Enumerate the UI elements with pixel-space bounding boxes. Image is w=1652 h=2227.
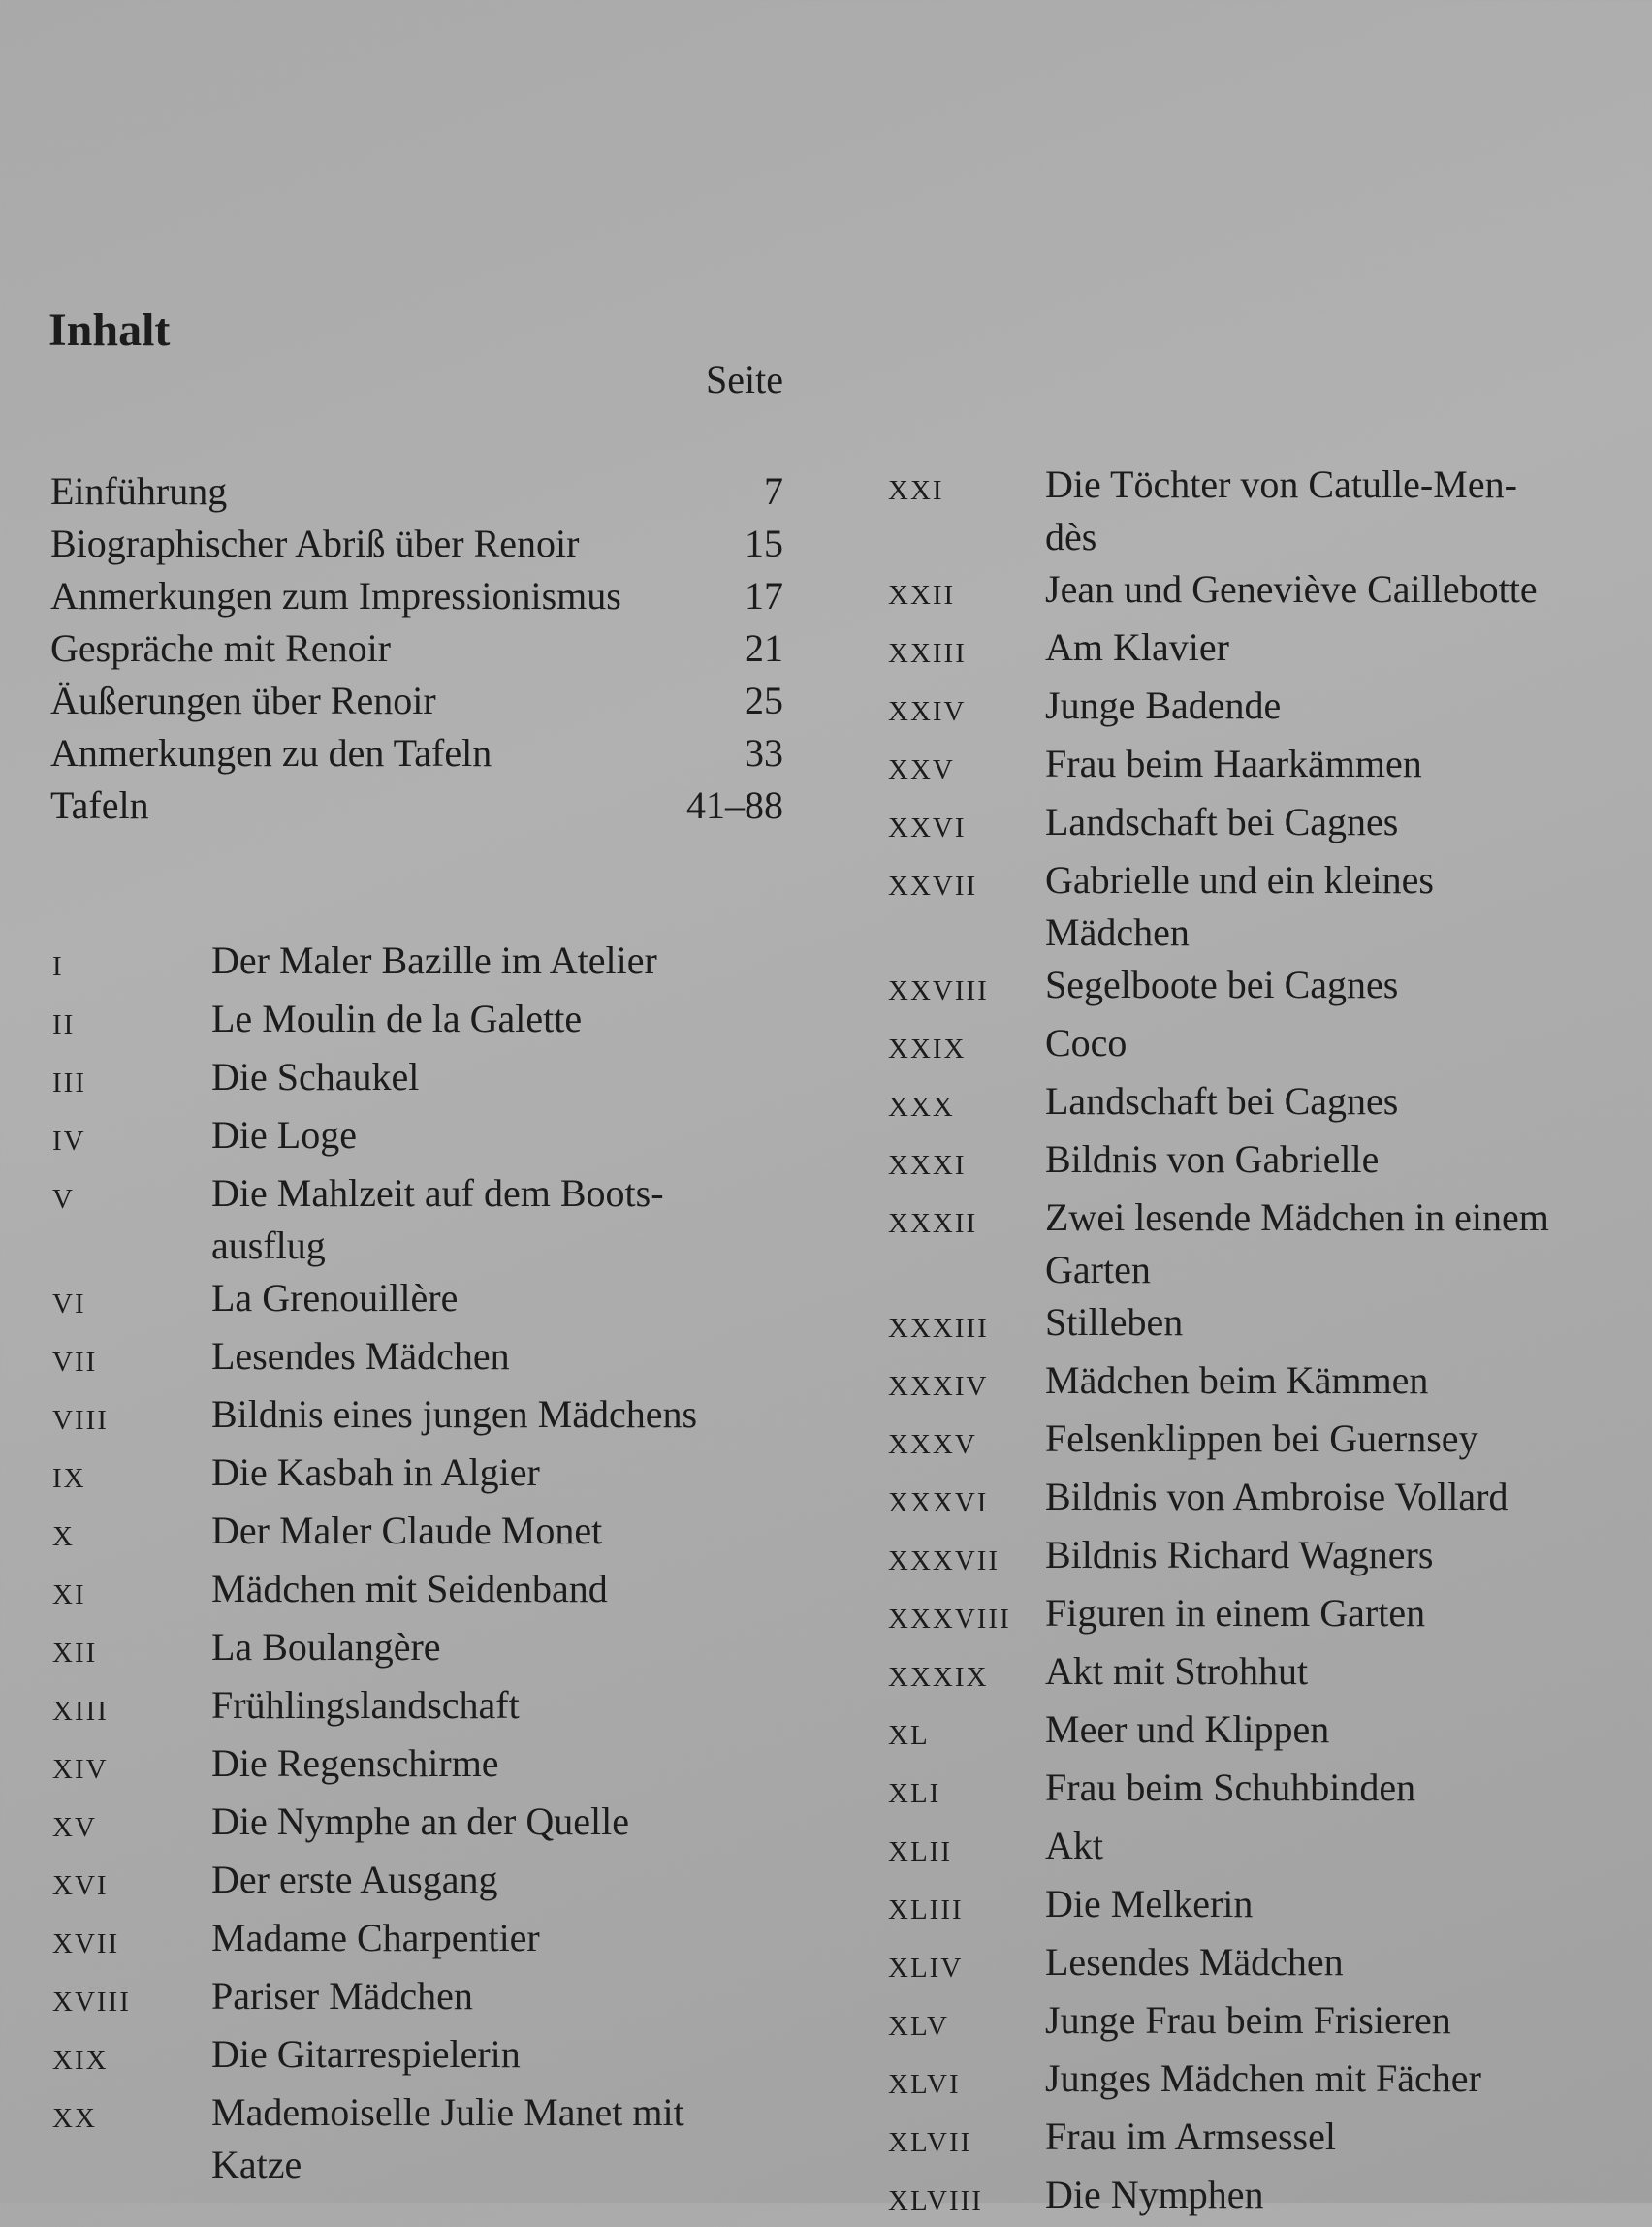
plate-title: Frühlingslandschaft <box>211 1683 520 1727</box>
section-label: Äußerungen über Renoir <box>50 679 436 722</box>
plate-entry <box>888 1017 1627 1075</box>
plate-number: XLV <box>888 2011 949 2042</box>
plate-title: Die Regenschirme <box>211 1741 499 1785</box>
section-page: 17 <box>745 574 783 618</box>
plate-entry <box>888 1471 1627 1529</box>
plate-entry <box>52 1505 779 1563</box>
plate-number: XVI <box>52 1870 109 1901</box>
plate-entry <box>888 1645 1627 1703</box>
plate-entry <box>52 1330 779 1388</box>
plate-title <box>211 2086 779 2191</box>
plate-number: XXXI <box>888 1150 967 1181</box>
plate-entry <box>888 959 1627 1017</box>
plate-number: XLIV <box>888 1953 964 1984</box>
plate-title <box>1045 459 1627 563</box>
plate-title-line: Die Mahlzeit auf dem Boots- <box>211 1171 664 1215</box>
plate-entry <box>888 1413 1627 1471</box>
section-page: 25 <box>745 679 783 722</box>
plate-title-line: dès <box>1045 515 1097 558</box>
plate-entry <box>52 1679 779 1737</box>
plate-number: VIII <box>52 1405 109 1436</box>
section-label: Gespräche mit Renoir <box>50 626 391 670</box>
plate-title: Le Moulin de la Galette <box>211 997 583 1040</box>
plate-title: Frau im Armsessel <box>1045 2115 1336 2158</box>
plate-entry <box>888 1529 1627 1587</box>
plate-title: Frau beim Schuhbinden <box>1045 1766 1416 1809</box>
plate-number: XVII <box>52 1928 120 1959</box>
plate-entry <box>888 1075 1627 1133</box>
plate-title: La Grenouillère <box>211 1276 459 1320</box>
plate-entry <box>52 1051 779 1109</box>
page-title: Inhalt <box>48 304 171 356</box>
section-entry <box>50 622 783 675</box>
plate-title: Meer und Klippen <box>1045 1707 1330 1751</box>
section-page: 33 <box>745 731 783 775</box>
plate-number: VII <box>52 1347 98 1378</box>
section-entry <box>50 570 783 622</box>
plate-title: Akt <box>1045 1824 1103 1867</box>
plate-entry <box>52 1854 779 1912</box>
plate-title: Die Melkerin <box>1045 1882 1254 1925</box>
plate-title: Landschaft bei Cagnes <box>1045 800 1399 843</box>
plate-number: XXXIII <box>888 1313 989 1344</box>
plate-title: Der Maler Bazille im Atelier <box>211 939 657 982</box>
plate-title-line: Gabrielle und ein kleines <box>1045 858 1434 902</box>
section-label: Einführung <box>50 469 228 513</box>
plate-entry <box>888 1192 1627 1296</box>
plate-title <box>211 1167 779 1272</box>
plate-number: VI <box>52 1288 86 1320</box>
plate-title: Bildnis eines jungen Mädchens <box>211 1392 698 1436</box>
plate-number: XLVI <box>888 2069 961 2100</box>
plate-title: Akt mit Strohhut <box>1045 1649 1309 1693</box>
plate-entry <box>888 621 1627 680</box>
plate-title: Der Maler Claude Monet <box>211 1509 603 1552</box>
plate-entry <box>888 796 1627 854</box>
plate-number: XIX <box>52 2045 109 2076</box>
plate-number: XI <box>52 1579 86 1610</box>
plate-entry <box>52 1621 779 1679</box>
plate-title-line: Mademoiselle Julie Manet mit <box>211 2090 684 2134</box>
plate-number: IV <box>52 1126 86 1157</box>
section-entry <box>50 518 783 570</box>
plate-title: Madame Charpentier <box>211 1916 540 1959</box>
plate-title: Landschaft bei Cagnes <box>1045 1079 1399 1123</box>
plate-entry <box>52 993 779 1051</box>
plate-title: Frau beim Haarkämmen <box>1045 742 1422 785</box>
plate-title: Am Klavier <box>1045 625 1229 669</box>
plate-number: XXVIII <box>888 975 989 1006</box>
plate-entry <box>888 2169 1627 2227</box>
plate-number: XVIII <box>52 1987 131 2018</box>
plate-number: XXXVII <box>888 1545 1001 1576</box>
plate-entry <box>52 1796 779 1854</box>
plate-title: Der erste Ausgang <box>211 1858 498 1901</box>
plate-title <box>1045 854 1627 959</box>
plate-number: XXXII <box>888 1208 978 1239</box>
section-label: Anmerkungen zu den Tafeln <box>50 731 492 775</box>
plate-title: Bildnis von Ambroise Vollard <box>1045 1475 1509 1518</box>
plate-entry <box>52 935 779 993</box>
plate-entry <box>52 2028 779 2086</box>
page-column-label: Seite <box>706 358 783 401</box>
plate-number: XXXVI <box>888 1487 989 1518</box>
plate-number: XXI <box>888 475 944 506</box>
plate-title: Coco <box>1045 1021 1128 1065</box>
plate-entry <box>888 1354 1627 1413</box>
plate-entry <box>888 563 1627 621</box>
plate-number: XXV <box>888 754 955 785</box>
plate-title: Lesendes Mädchen <box>211 1334 510 1378</box>
plate-entry <box>888 1587 1627 1645</box>
plate-entry <box>888 738 1627 796</box>
plate-title <box>1045 1192 1627 1296</box>
plate-entry <box>52 1737 779 1796</box>
plate-list-left <box>52 935 779 2191</box>
plate-number: XXIV <box>888 696 967 727</box>
plate-number: XLVIII <box>888 2185 983 2216</box>
section-entry <box>50 675 783 727</box>
plate-title: Figuren in einem Garten <box>1045 1591 1426 1635</box>
plate-number: XV <box>52 1812 97 1843</box>
plate-number: XII <box>52 1638 98 1669</box>
plate-number: V <box>52 1184 75 1215</box>
plate-title: Mädchen mit Seidenband <box>211 1567 608 1610</box>
plate-title-line: Katze <box>211 2143 302 2186</box>
plate-number: XIII <box>52 1696 109 1727</box>
plate-entry <box>888 1878 1627 1936</box>
plate-entry <box>888 1133 1627 1192</box>
plate-number: XLVII <box>888 2127 972 2158</box>
plate-title: Die Gitarrespielerin <box>211 2032 521 2076</box>
plate-entry <box>52 1167 779 1272</box>
plate-number: XX <box>52 2103 97 2134</box>
plate-entry <box>52 1970 779 2028</box>
plate-number: I <box>52 951 64 982</box>
plate-number: XLII <box>888 1836 952 1867</box>
plate-title: Die Nymphe an der Quelle <box>211 1799 629 1843</box>
plate-number: XXVII <box>888 871 978 902</box>
plate-title-line: ausflug <box>211 1224 326 1267</box>
plate-entry <box>52 1912 779 1970</box>
plate-title-line: Garten <box>1045 1248 1151 1291</box>
plate-entry <box>888 854 1627 959</box>
plate-title: Junge Badende <box>1045 684 1282 727</box>
plate-entry <box>52 1447 779 1505</box>
plate-entry <box>888 1703 1627 1762</box>
plate-number: XXXIX <box>888 1662 989 1693</box>
section-page: 15 <box>745 522 783 565</box>
plate-title-line: Die Töchter von Catulle-Men- <box>1045 462 1517 506</box>
plate-number: X <box>52 1521 75 1552</box>
plate-title: Die Schaukel <box>211 1055 420 1098</box>
plate-title: Bildnis Richard Wagners <box>1045 1533 1434 1576</box>
plate-entry <box>888 680 1627 738</box>
plate-title: Pariser Mädchen <box>211 1974 473 2018</box>
plate-entry <box>888 2052 1627 2111</box>
plate-number: XXX <box>888 1092 955 1123</box>
plate-number: XXII <box>888 580 956 611</box>
plate-number: XXXV <box>888 1429 977 1460</box>
plate-title: Junges Mädchen mit Fächer <box>1045 2056 1481 2100</box>
plate-number: XL <box>888 1720 930 1751</box>
plate-entry <box>888 1296 1627 1354</box>
plate-entry <box>52 1272 779 1330</box>
plate-number: IX <box>52 1463 86 1494</box>
plate-entry <box>52 1109 779 1167</box>
plate-title: Segelboote bei Cagnes <box>1045 963 1399 1006</box>
plate-number: XXVI <box>888 812 967 843</box>
plate-number: II <box>52 1009 76 1040</box>
section-page: 41–88 <box>686 783 783 827</box>
plate-entry <box>888 459 1627 563</box>
plate-number: XXXIV <box>888 1371 989 1402</box>
plate-entry <box>888 2111 1627 2169</box>
plate-list-right <box>888 459 1627 2227</box>
plate-entry <box>52 1563 779 1621</box>
plate-title: Die Loge <box>211 1113 357 1157</box>
plate-title: Bildnis von Gabrielle <box>1045 1137 1380 1181</box>
plate-title: Stilleben <box>1045 1300 1184 1344</box>
plate-number: XXXVIII <box>888 1604 1011 1635</box>
plate-entry <box>888 1762 1627 1820</box>
plate-number: XLI <box>888 1778 941 1809</box>
plate-number: XIV <box>52 1754 109 1785</box>
plate-title: La Boulangère <box>211 1625 441 1669</box>
plate-number: XLIII <box>888 1894 964 1925</box>
plate-title-line: Mädchen <box>1045 910 1190 954</box>
section-entry <box>50 727 783 779</box>
plate-number: XXIII <box>888 638 967 669</box>
plate-title-line: Zwei lesende Mädchen in einem <box>1045 1195 1549 1239</box>
plate-number: III <box>52 1067 86 1098</box>
section-label: Tafeln <box>50 783 149 827</box>
plate-entry <box>888 1994 1627 2052</box>
section-label: Anmerkungen zum Impressionismus <box>50 574 621 618</box>
plate-title: Die Nymphen <box>1045 2173 1264 2216</box>
section-list <box>50 465 783 832</box>
plate-entry <box>52 2086 779 2191</box>
plate-entry <box>888 1936 1627 1994</box>
plate-title: Die Kasbah in Algier <box>211 1450 540 1494</box>
section-label: Biographischer Abriß über Renoir <box>50 522 580 565</box>
section-page: 7 <box>764 469 783 513</box>
plate-title: Mädchen beim Kämmen <box>1045 1358 1429 1402</box>
plate-title: Felsenklippen bei Guernsey <box>1045 1416 1478 1460</box>
plate-title: Lesendes Mädchen <box>1045 1940 1344 1984</box>
plate-entry <box>52 1388 779 1447</box>
plate-title: Junge Frau beim Frisieren <box>1045 1998 1451 2042</box>
section-page: 21 <box>745 626 783 670</box>
section-entry <box>50 465 783 518</box>
plate-title: Jean und Geneviève Caillebotte <box>1045 567 1538 611</box>
section-entry <box>50 779 783 832</box>
plate-entry <box>888 1820 1627 1878</box>
plate-number: XXIX <box>888 1034 967 1065</box>
